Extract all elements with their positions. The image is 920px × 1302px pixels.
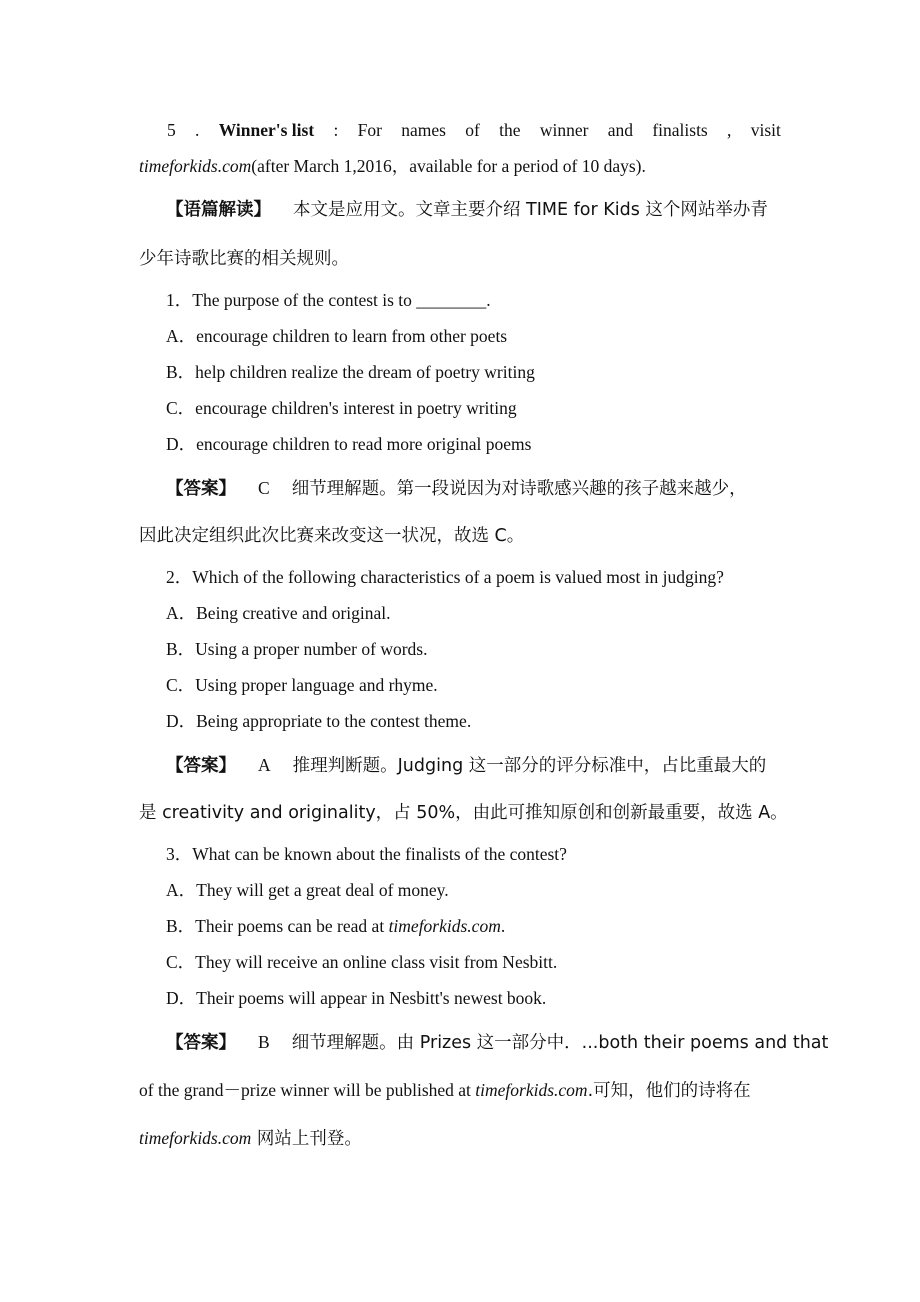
item5-link: timeforkids.com bbox=[139, 156, 252, 176]
item5-word: finalists bbox=[652, 120, 708, 140]
question-2-explanation-2: 是 creativity and originality，占 50%，由此可推知原创和创新最重要，故选 A。 bbox=[139, 803, 788, 823]
question-3-option-d: D．Their poems will appear in Nesbitt's newest book. bbox=[166, 988, 547, 1008]
option-text: B．Their poems can be read at bbox=[166, 916, 389, 936]
question-1-answer-line bbox=[166, 476, 808, 501]
explanation-text: of the grand－prize winner will be published at bbox=[139, 1080, 476, 1100]
option-end: . bbox=[500, 916, 506, 936]
question-1-explanation-2: 因此决定组织此次比赛来改变这一状况，故选 C。 bbox=[139, 526, 525, 546]
question-1-stem: 1．The purpose of the contest is to ________. bbox=[166, 290, 491, 310]
passage-text-1: 本文是应用文。文章主要介绍 TIME for Kids 这个网站举办青 bbox=[293, 200, 768, 220]
question-3-explanation-3 bbox=[139, 1126, 781, 1151]
question-1-option-a: A．encourage children to learn from other poets bbox=[166, 326, 508, 346]
passage-line-1 bbox=[166, 198, 808, 222]
question-3-answer-line bbox=[166, 1030, 829, 1055]
answer-explanation: 推理判断题。Judging 这一部分的评分标准中，占比重最大的 bbox=[292, 756, 767, 776]
question-3-option-c: C．They will receive an online class visit from Nesbitt. bbox=[166, 952, 558, 972]
item5-word: , bbox=[727, 120, 732, 140]
item5-dot: . bbox=[195, 120, 200, 140]
question-2-option-d: D．Being appropriate to the contest theme. bbox=[166, 711, 472, 731]
question-3-explanation-2 bbox=[139, 1078, 781, 1103]
item5-colon: : bbox=[333, 120, 339, 140]
explanation-link: timeforkids.com bbox=[475, 1080, 588, 1100]
item5-word: the bbox=[499, 120, 521, 140]
question-2-option-c: C．Using proper language and rhyme. bbox=[166, 675, 438, 695]
answer-letter: A bbox=[258, 755, 271, 775]
item5-word: names bbox=[401, 120, 446, 140]
answer-label: 【答案】 bbox=[166, 756, 236, 776]
item5-title: Winner's list bbox=[218, 120, 315, 140]
option-link: timeforkids.com bbox=[388, 916, 501, 936]
answer-letter: C bbox=[258, 478, 270, 498]
question-1-option-b: B．help children realize the dream of poetry writing bbox=[166, 362, 535, 382]
passage-line-2: 少年诗歌比赛的相关规则。 bbox=[139, 249, 349, 269]
item5-rest: (after March 1,2016，available for a period of 10 days). bbox=[251, 156, 646, 176]
item5-heading-line bbox=[139, 118, 781, 142]
item5-detail-line bbox=[139, 154, 781, 178]
explanation-link: timeforkids.com bbox=[139, 1128, 252, 1148]
question-2-option-a: A．Being creative and original. bbox=[166, 603, 391, 623]
question-1-option-d: D．encourage children to read more original poems bbox=[166, 434, 532, 454]
question-3-option-a: A．They will get a great deal of money. bbox=[166, 880, 449, 900]
item5-word: winner bbox=[539, 120, 589, 140]
item5-word: and bbox=[607, 120, 634, 140]
item5-word: For bbox=[357, 120, 382, 140]
answer-label: 【答案】 bbox=[166, 479, 236, 499]
question-2-stem: 2．Which of the following characteristics of a poem is valued most in judging? bbox=[166, 567, 724, 587]
question-3-option-b bbox=[166, 914, 808, 938]
answer-explanation: 细节理解题。第一段说因为对诗歌感兴趣的孩子越来越少， bbox=[291, 479, 747, 499]
question-1-option-c: C．encourage children's interest in poetry writing bbox=[166, 398, 517, 418]
answer-label: 【答案】 bbox=[166, 1033, 236, 1053]
explanation-text: .可知，他们的诗将在 bbox=[587, 1081, 751, 1101]
question-2-option-b: B．Using a proper number of words. bbox=[166, 639, 428, 659]
answer-explanation: 细节理解题。由 Prizes 这一部分中．...both their poems and that bbox=[291, 1033, 829, 1053]
question-3-stem: 3．What can be known about the finalists of the contest? bbox=[166, 844, 567, 864]
item5-number: 5 bbox=[167, 120, 176, 140]
answer-letter: B bbox=[258, 1032, 270, 1052]
question-2-answer-line bbox=[166, 753, 808, 778]
passage-label: 【语篇解读】 bbox=[166, 200, 271, 220]
item5-word: of bbox=[465, 120, 480, 140]
explanation-text: 网站上刊登。 bbox=[251, 1129, 362, 1149]
item5-word: visit bbox=[750, 120, 781, 140]
